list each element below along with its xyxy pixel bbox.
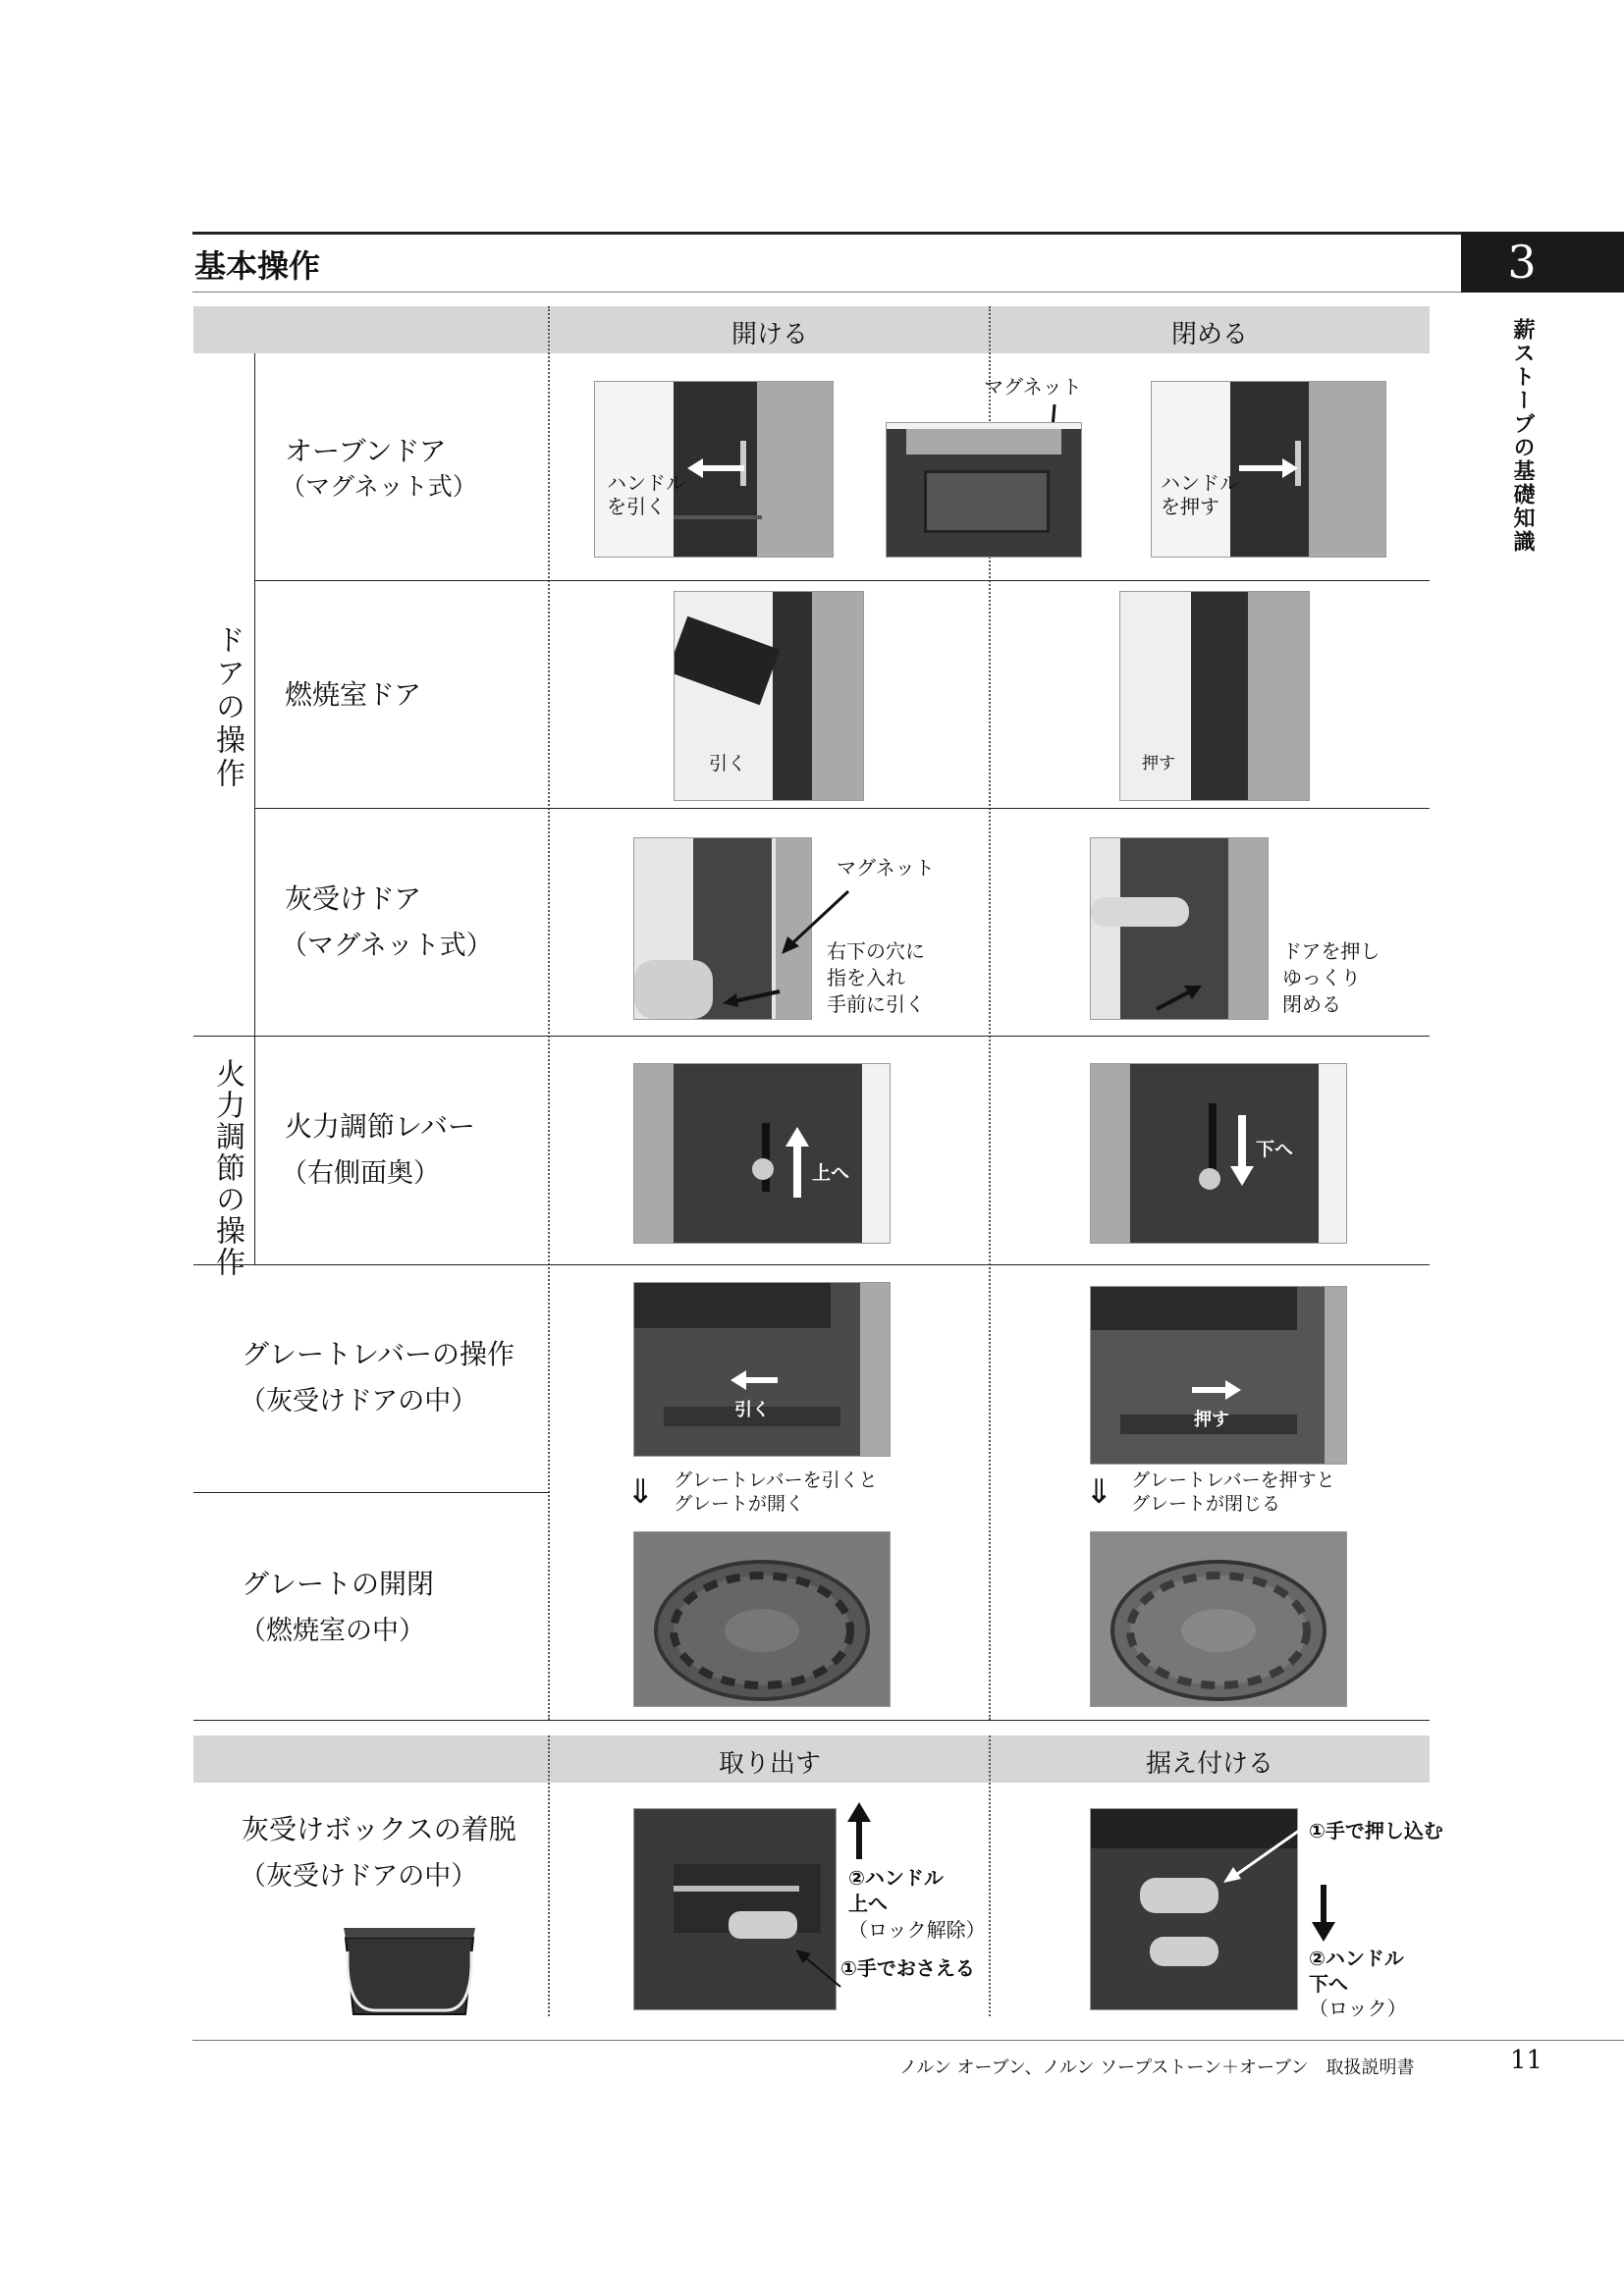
header-top-rule	[192, 232, 1624, 235]
table2-divider-1	[548, 1735, 550, 2016]
ash-box-illustration	[336, 1908, 483, 2018]
row-sub-grate: （燃焼室の中）	[240, 1616, 425, 1646]
fire-lever-down-caption: 下へ	[1256, 1139, 1294, 1160]
grate-close-note: グレートレバーを押すと グレートが閉じる	[1131, 1469, 1335, 1515]
chapter-number: 3	[1507, 236, 1537, 289]
remove-hand-arrow	[795, 1949, 842, 1989]
group-label-fire: 火力調節の操作	[210, 1058, 244, 1278]
oven-magnet-label: マグネット	[984, 375, 1082, 399]
combustion-open-photo	[674, 591, 864, 801]
install-lock-caption: （ロック）	[1309, 1997, 1407, 2020]
column-header-open: 開ける	[731, 320, 808, 349]
fire-lever-up-caption: 上へ	[812, 1162, 850, 1184]
row-sub-grate-lever: （灰受けドアの中）	[240, 1386, 478, 1416]
combustion-open-caption: 引く	[709, 753, 747, 774]
ash-pull-arrow	[723, 988, 782, 1007]
grate-lever-push-photo	[1090, 1286, 1347, 1465]
remove-handle-caption: ②ハンドル 上へ	[848, 1866, 944, 1915]
oven-open-arrow	[687, 458, 746, 478]
ash-open-caption: 右下の穴に 指を入れ 手前に引く	[827, 939, 925, 1016]
row-title-fire-lever: 火力調節レバー	[285, 1110, 476, 1143]
combustion-close-caption: 押す	[1142, 754, 1175, 774]
section-title: 基本操作	[194, 247, 321, 285]
install-hand-arrow	[1223, 1824, 1308, 1885]
footer-rule	[192, 2040, 1624, 2041]
fire-lever-up-arrow	[785, 1127, 809, 1198]
fire-lever-down-photo	[1090, 1063, 1347, 1244]
remove-unlock-caption: （ロック解除）	[848, 1918, 986, 1942]
ash-push-arrow	[1155, 984, 1204, 1013]
grate-lever-push-arrow	[1192, 1380, 1241, 1400]
down-arrow-open-icon: ⇓	[626, 1472, 655, 1512]
oven-magnet-photo	[886, 422, 1082, 558]
install-hand-caption: ①手で押し込む	[1309, 1819, 1443, 1842]
column-header-remove: 取り出す	[718, 1749, 821, 1779]
remove-up-arrow	[847, 1802, 871, 1859]
row-title-grate-lever: グレートレバーの操作	[242, 1338, 515, 1370]
row-sub-fire-lever: （右側面奥）	[281, 1158, 440, 1189]
chapter-side-label: 薪ストーブの基礎知識	[1510, 318, 1536, 554]
install-down-arrow	[1312, 1885, 1335, 1942]
remove-hand-caption: ①手でおさえる	[840, 1956, 975, 1980]
row-title-oven-door: オーブンドア	[285, 435, 447, 467]
table1-divider-1	[548, 306, 550, 1720]
oven-close-arrow	[1239, 458, 1298, 478]
row-sub-oven-door: （マグネット式）	[281, 472, 477, 501]
row-rule-1	[254, 580, 1430, 581]
grate-lever-pull-photo	[633, 1282, 891, 1457]
row-rule-3	[193, 1036, 1430, 1037]
row-title-grate: グレートの開閉	[242, 1568, 435, 1600]
install-handle-caption: ②ハンドル 下へ	[1309, 1947, 1404, 1996]
table2-divider-2	[989, 1735, 991, 2016]
footer-manual-title: ノルン オーブン、ノルン ソープストーン＋オーブン 取扱説明書	[899, 2057, 1415, 2078]
grate-close-photo	[1090, 1531, 1347, 1707]
column-header-install: 据え付ける	[1145, 1749, 1273, 1779]
row-rule-5	[193, 1492, 549, 1493]
row-rule-6	[193, 1720, 1430, 1721]
oven-open-caption: ハンドル を引く	[607, 471, 685, 518]
grate-lever-pull-arrow	[731, 1370, 780, 1390]
row-title-combustion-door: 燃焼室ドア	[285, 678, 422, 711]
row-sub-ash-box: （灰受けドアの中）	[240, 1861, 478, 1892]
fire-lever-down-arrow	[1230, 1115, 1254, 1186]
grate-lever-pull-caption: 引く	[734, 1400, 770, 1420]
row-rule-2	[254, 808, 1430, 809]
grate-lever-push-caption: 押す	[1194, 1410, 1229, 1430]
footer-page-number: 11	[1510, 2046, 1543, 2075]
column-header-close: 閉める	[1170, 320, 1248, 349]
ash-magnet-label: マグネット	[837, 856, 935, 880]
grate-open-photo	[633, 1531, 891, 1707]
group-column-rule	[254, 353, 255, 1264]
header-bottom-rule	[192, 292, 1461, 293]
row-sub-ash-door: （マグネット式）	[281, 931, 493, 961]
row-rule-4	[193, 1264, 1430, 1265]
row-title-ash-box: 灰受けボックスの着脱	[242, 1813, 516, 1845]
fire-lever-up-photo	[633, 1063, 891, 1244]
ash-close-caption: ドアを押し ゆっくり 閉める	[1282, 939, 1380, 1016]
down-arrow-close-icon: ⇓	[1085, 1472, 1113, 1512]
grate-open-note: グレートレバーを引くと グレートが開く	[674, 1469, 878, 1515]
row-title-ash-door: 灰受けドア	[285, 882, 422, 915]
oven-close-caption: ハンドル を押す	[1161, 471, 1239, 518]
group-label-door: ドアの操作	[210, 624, 244, 791]
